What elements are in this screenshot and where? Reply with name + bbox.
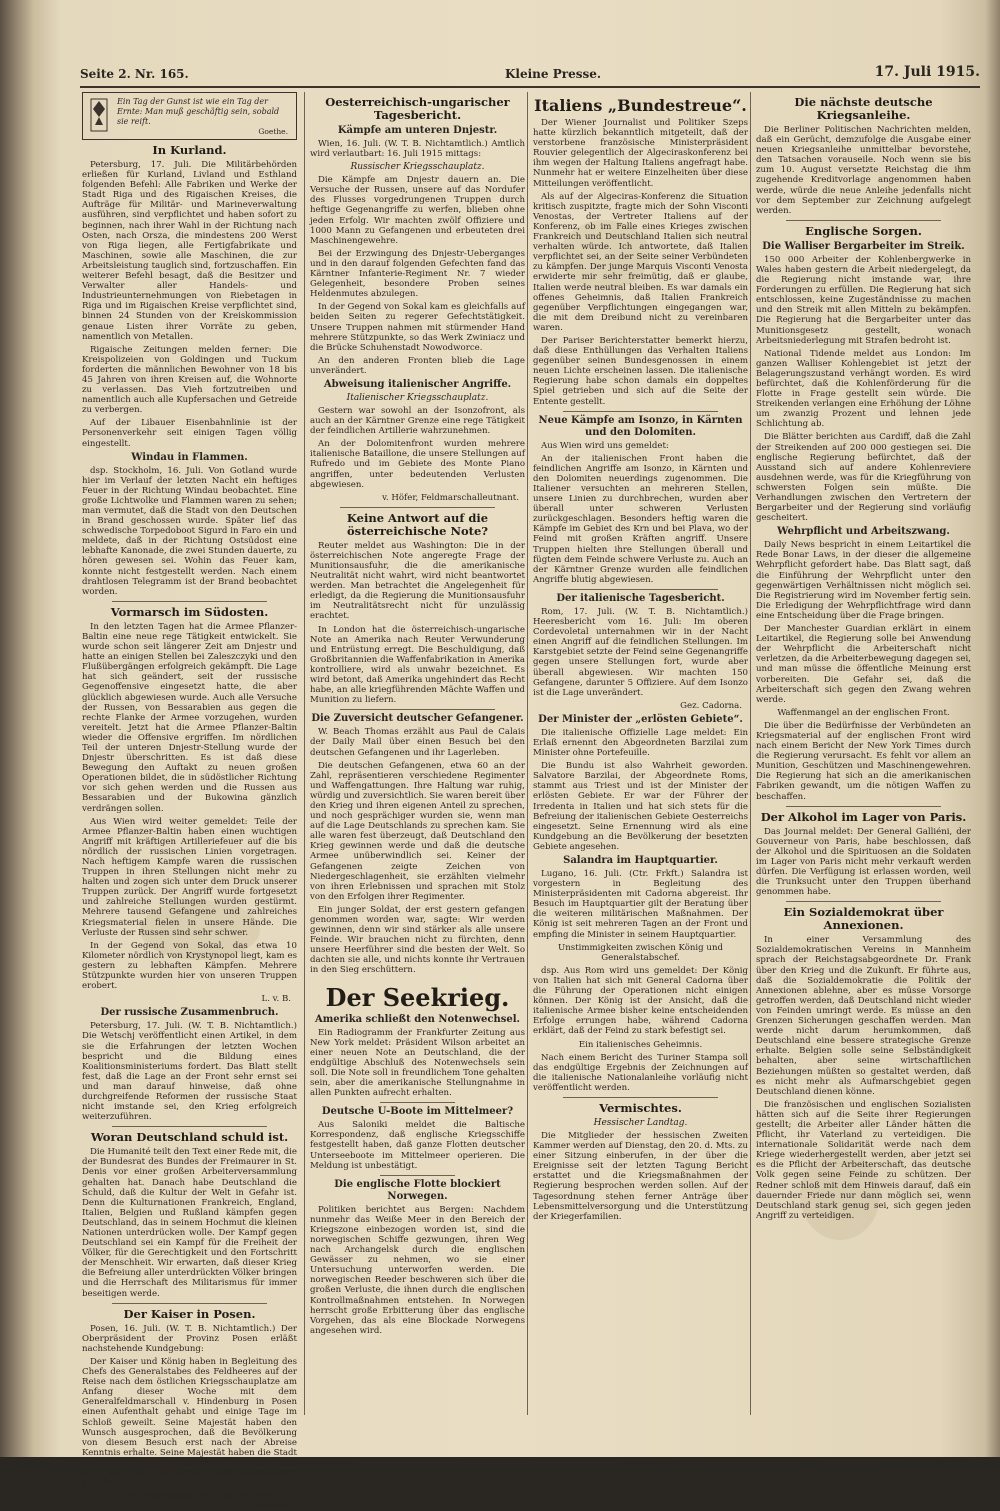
separator	[786, 901, 941, 902]
header-rule	[80, 86, 980, 88]
column-3	[533, 92, 748, 1417]
article-signature: v. Höfer, Feldmarschalleutnant.	[382, 492, 519, 503]
article-text: In einer Versammlung des Sozialdemokratischen Vereins in Mannheim sprach der Reichstagsabgeordnete Dr. Frank über den Krieg und die Zukunft. Er führte aus, daß die Sozialdemokratie die Politik der Annexionen ablehne, aber es müsse Vorsorge getroffen werden, daß Deutschland nicht wieder von Feinden umringt werde. Es müsse an den Grenzen Sicherungen geschaffen werden. Man werde nicht darum herumkommen, daß Deutschland eine bessere strategische Grenze erhalte. Belgien solle seine Selbständigkeit behalten, aber seine wirtschaftlichen Beziehungen müßten so gestaltet werden, daß es nicht mehr als Aufmarschgebiet gegen Deutschland dienen könne.	[756, 935, 971, 1097]
article-text: Nach einem Bericht des Turiner Stampa soll das endgültige Ergebnis der Zeichnungen auf die italienische Nationalanleihe vorläufig nicht veröffentlicht werden.	[533, 1052, 748, 1093]
column-4	[756, 92, 971, 1417]
article-text: Politiken berichtet aus Bergen: Nachdem nunmehr das Weiße Meer in den Bereich der Kriegszone einbezogen worden ist, sind die norwegischen Schiffe gezwungen, ihren Weg nach Archangelsk durch die englischen Gewässer zu nehmen, wo sie einer Untersuchung unterworfen werden. Die norwegischen Reeder beschweren sich über die großen Verluste, die ihnen durch die englischen Kontrollmaßnahmen entstehen. In Norwegen herrscht große Erbitterung über das englische Vorgehen, das als eine Blockade Norwegens angesehen wird.	[310, 1204, 525, 1336]
epigraph-author: Goethe.	[258, 126, 288, 136]
article-text: Reuter meldet aus Washington: Die in der österreichischen Note angeregte Frage der Munitionsausfuhr, die die amerikanische Neutralität nicht wahrt, wird nicht beantwortet werden. Man betrachtet die Angelegenheit für erledigt, da die Regierung die Munitionsausfuhr im Neutralitätsrecht nicht für unzulässig erachtet.	[310, 540, 525, 622]
separator	[340, 709, 495, 710]
article-text: In London hat die österreichisch-ungarische Note an Amerika nach Reuter Verwunderung und Entrüstung erregt. Die Beschuldigung, daß Großbritannien die Waffenfabrikation in Amerika kontrolliere, wird als unwahr bezeichnet. Es wird betont, daß Amerika ungehindert das Recht habe, an alle kriegführenden Mächte Waffen und Munition zu liefern.	[310, 624, 525, 706]
article-text: An den anderen Fronten blieb die Lage unverändert.	[310, 355, 525, 376]
article-text: 150 000 Arbeiter der Kohlenbergwerke in Wales haben gestern die Arbeit niedergelegt, da die Regierung nicht imstande war, ihre Forderungen zu erfüllen. Die Regierung hat sich entschlossen, keine Zugeständnisse zu machen und den Streik mit allen Mitteln zu bekämpfen. Die Regierung hat die Bergarbeiter unter das Munitionsgesetz gestellt, wonach Arbeitsniederlegung mit Strafen bedroht ist.	[756, 254, 971, 346]
page-number: Seite 2. Nr. 165.	[80, 67, 189, 81]
headline-sorgen: Englische Sorgen.	[805, 223, 922, 238]
article-text: Aus Saloniki meldet die Baltische Korrespondenz, daß englische Kriegsschiffe festgestellt haben, daß ganze Flotten deutscher Unterseeboote im Mittelmeer operieren. Die Meldung ist unbestätigt.	[310, 1120, 525, 1171]
column-2	[310, 92, 525, 1417]
article-text: Die Berliner Politischen Nachrichten melden, daß ein Gerücht, demzufolge die Ausgabe einer neuen Kriegsanleihe unmittelbar bevorstehe, den Tatsachen vorauseile. Noch wenn sie bis zum 10. August versetzte Reichstag die ihm zugehende Kreditvorlage angenommen haben werde, würde die neue Anleihe jedenfalls nicht vor dem September zur Zeichnung aufgelegt werden.	[756, 125, 971, 216]
article-text: In den letzten Tagen hat die Armee Pflanzer-Baltin eine neue rege Tätigkeit entwickelt. Sie wurde schon seit längerer Zeit am Dnjestr und hatte an einigen Stellen bei Zaleszczyki und den Flußübergängen erfolgreich gekämpft. Die Lage hat sich geändert, seit der russische Gegenoffensive eingesetzt hatte, die aber glücklich abgewiesen wurde. Auch alle Versuche der Russen, von Bessarabien aus gegen die rechte Flanke der Armee vorzugehen, wurden vereitelt. Jetzt hat die Armee Pflanzer-Baltin wieder die Offensive ergriffen. Im nördlichen Teil der unteren Dnjestr-Stellung wurde der Dnjestr überschritten. Es ist daß diese Bewegung den Auftakt zu neuen großen Operationen bildet, die in südöstlicher Richtung vor sich gehen werden und die Russen aus Bessarabien und der Bukowina gänzlich verdrängen sollen.	[82, 621, 297, 814]
article-text: Aus Wien wird weiter gemeldet: Teile der Armee Pflanzer-Baltin haben einen wuchtigen Angriff mit kräftigen Artilleriefeuer auf die bis nördlich der russischen Linien vorgetragen. Nach heftigem Kampfe waren die russischen Truppen in ihren Stellungen nicht mehr zu halten und zogen sich unter dem Druck unserer Truppen zurück. Der Angriff wurde fortgesetzt und zahlreiche Stellungen wurden gestürmt. Mehrere tausend Gefangene und zahlreiches Kriegsmaterial fielen in unsere Hände. Die Verluste der Russen sind sehr schwer.	[82, 816, 297, 938]
separator	[563, 589, 718, 590]
headline-antwort: Keine Antwort auf die österreichische Note?	[346, 510, 489, 538]
headline-salandra: Salandra im Hauptquartier.	[563, 855, 718, 866]
article-text: Die französischen und englischen Sozialisten hätten sich auf die Seite ihrer Regierungen gestellt; die Arbeiter aller Länder hätten die Pflicht, ihr Vaterland zu verteidigen. Die internationale Solidarität werde nach dem Kriege wiederhergestellt werden, aber jetzt sei es die Pflicht der Arbeiterschaft, das deutsche Volk gegen seine Feinde zu schützen. Der Redner schloß mit dem Hinweis darauf, daß ein dauernder Friede nur dann möglich sei, wenn Deutschland stark genug sei, sich gegen jeden Angriff zu verteidigen.	[756, 1099, 971, 1221]
section-label: Waffenmangel an der englischen Front.	[777, 707, 950, 718]
article-text: Ein Radiogramm der Frankfurter Zeitung aus New York meldet: Präsident Wilson arbeitet an einer neuen Note an Deutschland, die der endgültige Abschluß des Notenwechsels sein soll. Die Note soll in freundlichem Tone gehalten sein, aber die amerikanische Stellungnahme in allen Punkten aufrecht erhalten.	[310, 1027, 525, 1099]
headline-wehrpflicht: Wehrpflicht und Arbeitszwang.	[777, 526, 950, 538]
subheadline-abweisung: Abweisung italienischer Angriffe.	[323, 378, 512, 390]
epigraph-box	[82, 92, 297, 140]
headline-kriegsanleihe: Die nächste deutsche Kriegsanleihe.	[794, 95, 933, 122]
column-divider	[527, 92, 528, 1415]
column-divider	[750, 92, 751, 1415]
article-text: Bei der Erzwingung des Dnjestr-Ueberganges und in den darauf folgenden Gefechten fand das Kärntner Infanterie-Regiment Nr. 7 wieder Gelegenheit, besondere Proben seines Heldenmutes abzulegen.	[310, 248, 525, 300]
headline-bundestreue: Italiens „Bundestreue“.	[534, 96, 747, 115]
article-text: Die Kämpfe am Dnjestr dauern an. Die Versuche der Russen, unsere auf das Nordufer des Flusses vorgedrungenen Truppen durch heftige Gegenangriffe zu werfen, blieben ohne jeden Erfolg. Wir machten zwölf Offiziere und 1000 Mann zu Gefangenen und erbeuteten drei Maschinengewehre.	[310, 175, 525, 246]
headline-uboote: Deutsche U-Boote im Mittelmeer?	[321, 1106, 514, 1118]
article-text: Das Journal meldet: Der General Galliéni, der Gouverneur von Paris, habe beschlossen, daß der Alkohol und die Spirituosen an die Soldaten im Lager von Paris nicht mehr verkauft werden dürfen. Die Verfügung ist erlassen worden, weil die Trunksucht unter den Truppen überhand genommen habe.	[756, 826, 971, 898]
ornament-icon	[89, 97, 109, 133]
article-text: Der Wiener Journalist und Politiker Szeps hatte kürzlich bekanntlich mitgeteilt, daß der verstorbene französische Ministerpräsident Rouvier gelegentlich der Algeciraskonferenz bei ihm wegen der Haltung Italiens angefragt habe. Nunmehr hat er weitere Einzelheiten über diese Mitteilungen veröffentlicht.	[533, 118, 748, 189]
headline-zuversicht: Die Zuversicht deutscher Gefangener.	[311, 713, 524, 725]
headline-sozial: Ein Sozialdemokrat über Annexionen.	[783, 905, 944, 933]
article-text: Petersburg, 17. Juli. Die Militärbehörden erließen für Kurland, Livland und Esthland folgenden Befehl: Alle Fabriken und Werke der Stadt Riga und des Rigaischen Kreises, die Aufträge für Militär- und Marineverwaltung ausführen, sind verpflichtet und haben sofort zu beginnen, nach ihrer Wahl in der Richtung nach Osten, nach Orsza, die mindestens 200 Werst von Riga liegen, alle Fertigfabrikate und Maschinen, sowie alle Maschinen, die zur Arbeitsleistung tauglich sind, fortzuschaffen. Ein weiterer Befehl besagt, daß die Besitzer und Verwalter aller Handels- und Industrieunternehmungen von Riebetagen in Riga und im Rigaischen Kreise verpflichtet sind, binnen 24 Stunden von der Kreiskommission genaue Listen ihrer Vorräte zu geben, namentlich von Metallen.	[82, 160, 297, 342]
article-signature: Gez. Cadorna.	[680, 700, 742, 711]
article-signature: L. v. B.	[261, 994, 291, 1005]
article-text: Die Mitglieder der hessischen Zweiten Kammer werden auf Dienstag, den 20. d. Mts. zu einer Sitzung einberufen, in der über die Ereignisse seit der letzten Tagung Bericht erstattet und die Kriegsmaßnahmen der Regierung besprochen werden sollen. Auf der Tagesordnung stehen ferner Anträge über Lebensmittelversorgung und die Unterstützung der Kriegerfamilien.	[533, 1130, 748, 1222]
separator	[112, 1126, 267, 1127]
article-text: Die Blätter berichten aus Cardiff, daß die Zahl der Streikenden auf 200 000 gestiegen sei. Die englische Regierung befürchtet, daß der Ausstand sich auf andere Kohlenreviere ausdehnen werde, was für die Kriegführung von schwersten Folgen sein müßte. Die Verhandlungen zwischen den Vertretern der Bergarbeiter und der Regierung sind vorläufig gescheitert.	[756, 432, 971, 524]
article-text: W. Beach Thomas erzählt aus Paul de Calais der Daily Mail über einen Besuch bei den deutschen Gefangenen und ihr Lagerleben.	[310, 727, 525, 758]
headline-kaiser: Der Kaiser in Posen.	[123, 1306, 256, 1321]
headline-ital-bericht: Der italienische Tagesbericht.	[556, 592, 725, 604]
section-label: Hessischer Landtag.	[593, 1117, 688, 1128]
article-text: Als auf der Algeciras-Konferenz die Situation kritisch zuspitzte, fragte mich der Sohn Visconti Venostas, der Vertreter Italiens auf der Konferenz, ob im Falle eines Krieges zwischen Frankreich und Deutschland Italien sich neutral verhalten würde. Ich antwortete, daß Italien verpflichtet sei, an der Seite seiner Verbündeten zu kämpfen. Der junge Marquis Visconti Venosta erwiderte mir sehr freimütig, daß er glaube, Italien werde neutral bleiben. Es war damals ein offenes Geheimnis, daß Italien Frankreich gegenüber Verpflichtungen eingegangen war, die mit dem Dreibund nicht zu vereinbaren waren.	[533, 191, 748, 333]
section-label: Unstimmigkeiten zwischen König und Generalstabschef.	[558, 942, 723, 963]
separator	[563, 411, 718, 412]
article-text: Petersburg, 17. Juli. (W. T. B. Nichtamtlich.) Die Wetschj veröffentlicht einen Artikel, in dem sie die Erfahrungen der letzten Wochen bespricht und die Bildung eines Koalitionsministeriums fordert. Das Blatt stellt fest, daß die Lage an der Front sehr ernst sei und man darauf hinweise, daß ohne durchgreifende Reformen der russische Staat nicht imstande sei, den Krieg erfolgreich weiterzuführen.	[82, 1021, 297, 1123]
headline-woran: Woran Deutschland schuld ist.	[90, 1130, 289, 1145]
subheadline-kaempfe: Kämpfe am unteren Dnjestr.	[337, 125, 498, 136]
headline-windau: Windau in Flammen.	[131, 451, 248, 463]
article-text: In der Gegend von Sokal, das etwa 10 Kilometer nördlich von Krystynopol liegt, kam es gestern zu lebhaften Kämpfen. Mehrere Stützpunkte wurden hier von unseren Truppen erobert.	[82, 940, 297, 992]
article-text: In der Gegend von Sokal kam es gleichfalls auf beiden Seiten zu regerer Gefechtstätigkeit. Unsere Truppen nahmen mit stürmender Hand mehrere Stützpunkte, so das Werk Zwiniacz und die Brücke Schuhenstadt Nowodworce.	[310, 302, 525, 353]
article-text: dsp. Aus Rom wird uns gemeldet: Der König von Italien hat sich mit General Cadorna über die Führung der Operationen nicht einigen können. Der König ist der Ansicht, daß die italienische Armee bisher keine entscheidenden Erfolge errungen habe, während Cadorna erklärt, daß der Feind zu stark befestigt sei.	[533, 965, 748, 1037]
separator	[112, 1303, 267, 1304]
article-text: An der Dolomitenfront wurden mehrere italienische Bataillone, die unsere Stellungen auf Rufredo und im Gebiete des Monte Piano angriffen, unter bedeutenden Verlusten abgewiesen.	[310, 439, 525, 490]
headline-kurland: In Kurland.	[152, 143, 227, 157]
article-text: Der Pariser Berichterstatter bemerkt hierzu, daß diese Enthüllungen das Verhalten Italiens gegenüber seinen Bundesgenossen in einem neuen Lichte erscheinen lassen. Die italienische Regierung habe schon damals ein doppeltes Spiel getrieben und sich auf die Seite der Entente gestellt.	[533, 335, 748, 407]
article-text: Gestern war sowohl an der Isonzofront, als auch an der Kärntner Grenze eine rege Tätigkeit der feindlichen Artillerie wahrzunehmen.	[310, 405, 525, 437]
separator	[340, 507, 495, 508]
headline-minister: Der Minister der „erlösten Gebiete“.	[538, 713, 743, 725]
separator	[563, 1097, 718, 1098]
issue-date: 17. Juli 1915.	[874, 64, 980, 80]
separator	[380, 1175, 455, 1176]
article-text: Lugano, 16. Juli. (Ctr. Frkft.) Salandra ist vorgestern in Begleitung des Ministerpräsidenten mit Cadorna abgereist. Ihr Besuch im Hauptquartier gilt der Beratung über die weiteren militärischen Maßnahmen. Der König ist seit mehreren Tagen an der Front und empfing die Minister in seinem Hauptquartier.	[533, 869, 748, 940]
section-label: Ein italienisches Geheimnis.	[578, 1039, 703, 1050]
article-text: Die über die Bedürfnisse der Verbündeten an Kriegsmaterial auf der englischen Front wird nach einem Bericht der New York Times durch die Regierung verursacht. Es fehlt vor allem an Munition, Geschützen und Maschinengewehren. Die Regierung hat sich an die amerikanischen Fabriken gewandt, um die nötigen Waffen zu beschaffen.	[756, 720, 971, 802]
article-text: Der Kaiser und König haben in Begleitung des Chefs des Generalstabes des Feldheeres auf der Reise nach dem östlichen Kriegsschauplatze am Anfang dieser Woche mit dem Generalfeldmarschall v. Hindenburg in Posen einen Aufenthalt gehabt und einige Tage im Schloß geweilt. Seine Majestät haben den Wunsch ausgesprochen, daß die Bevölkerung von diesem Besuch erst nach der Abreise Kenntnis erhalte. Seine Majestät haben die Stadt und ihre Umgebung mehrfach besichtigt und sich über die Bevölkerung sehr anerkennend geäußert.	[82, 1356, 297, 1489]
article-text: An der italienischen Front haben die feindlichen Angriffe am Isonzo, in Kärnten und den Dolomiten neuerdings zugenommen. Die Italiener versuchten an mehreren Stellen, unsere Linien zu durchbrechen, wurden aber überall unter schweren Verlusten zurückgeschlagen. Besonders heftig waren die Kämpfe im Gebiet des Krn und bei Plava, wo der Feind mit großen Kräften angriff. Unsere Truppen hielten ihre Stellungen überall und fügten dem Feinde schwere Verluste zu. Auch an der Kärntner Grenze wurden alle feindlichen Angriffe blutig abgewiesen.	[533, 453, 748, 585]
page-header	[80, 64, 980, 84]
headline-alkohol: Der Alkohol im Lager von Paris.	[760, 809, 967, 824]
headline-tagesbericht: Oesterreichisch-ungarischer Tagesbericht.	[325, 95, 510, 122]
headline-isonzo: Neue Kämpfe am Isonzo, in Kärnten und den Dolomiten.	[538, 414, 743, 438]
article-text: Die italienische Offizielle Lage meldet: Ein Erlaß ernennt den Abgeordneten Barzilai zum Minister ohne Portefeuille.	[533, 727, 748, 759]
article-text: National Tidende meldet aus London: Im ganzen Walliser Kohlengebiet ist jetzt der Belagerungszustand verhängt worden. Es wird befürchtet, daß die Kohlenförderung für die Flotte in Frage gestellt sein würde. Die Streikenden verlangen eine Erhöhung der Löhne um zwanzig Prozent und lehnen jede Schlichtung ab.	[756, 348, 971, 430]
article-text: Daily News bespricht in einem Leitartikel die Rede Bonar Laws, in der dieser die allgemeine Wehrpflicht gefordert habe. Das Blatt sagt, daß die Einführung der Wehrpflicht unter den gegenwärtigen Verhältnissen nicht möglich sei. Die Registrierung wird im November fertig sein. Die Erledigung der Wehrpflichtfrage wird dann eine Entscheidung über die Frage bringen.	[756, 540, 971, 621]
headline-zusammenbruch: Der russische Zusammenbruch.	[100, 1007, 279, 1019]
section-label: Russischer Kriegsschauplatz.	[350, 162, 485, 173]
article-text: Die deutschen Gefangenen, etwa 60 an der Zahl, repräsentieren verschiedene Regimenter und Waffengattungen. Ihre Haltung war ruhig, würdig und zuversichtlich. Sie waren bereit über den Krieg und ihren eigenen Anteil zu sprechen, und noch gesprächiger wurden sie, wenn man auf die Lage Deutschlands zu sprechen kam. Sie alle waren fest überzeugt, daß Deutschland den Krieg gewinnen werde und daß die deutsche Armee unüberwindlich sei. Keiner der Gefangenen zeigte Zeichen von Niedergeschlagenheit, sie erzählten vielmehr von ihren Erlebnissen und sprachen mit Stolz von den Erfolgen ihrer Regimenter.	[310, 760, 525, 902]
article-text: Rigaische Zeitungen melden ferner: Die Kreispolizeien von Goldingen und Tuckum forderten die männlichen Bewohner von 18 bis 45 Jahren von ihren Kreisen auf, die Wohnorte zu verlassen. Das Vieh fortzutreiben und namentlich auch alle Kupfersachen und Getreide zu verbergen.	[82, 344, 297, 416]
article-text: Wien, 16. Juli. (W. T. B. Nichtamtlich.) Amtlich wird verlautbart: 16. Juli 1915 mittags:	[310, 139, 525, 160]
headline-vermischtes: Vermischtes.	[599, 1100, 682, 1115]
article-text: Rom, 17. Juli. (W. T. B. Nichtamtlich.) Heeresbericht vom 16. Juli: Im oberen Cordevoletal unternahmen wir in der Nacht einen Angriff auf die feindlichen Stellungen. Im Karstgebiet setzte der Feind seine Gegenangriffe gegen unsere Stellungen fort, wurde aber überall abgewiesen. Wir machten 150 Gefangene, darunter 5 Offiziere. Auf dem Isonzo ist die Lage unverändert.	[533, 606, 748, 698]
separator	[380, 1102, 455, 1103]
separator	[786, 806, 941, 807]
headline-vormarsch: Vormarsch im Südosten.	[110, 604, 269, 619]
separator	[112, 601, 267, 602]
article-text: Der Manchester Guardian erklärt in einem Leitartikel, die Regierung solle bei Anwendung der Wehrpflicht die Arbeiterschaft nicht verletzen, da die Arbeiterbewegung dagegen sei, und man müsse die öffentliche Meinung erst vorbereiten. Die Gefahr sei, daß die Arbeiterschaft sich gegen den Zwang wehren werde.	[756, 624, 971, 705]
newspaper-name: Kleine Presse.	[505, 67, 602, 81]
column-1	[82, 92, 297, 1511]
article-text: Ein junger Soldat, der erst gestern gefangen genommen worden war, sagte: Wir werden gewinnen, denn wir sind stärker als alle unsere Feinde. Wir brauchen nicht zu fürchten, denn unsere Heerführer sind die besten der Welt. So dachten sie alle, und nichts konnte ihr Vertrauen in den Sieg erschüttern.	[310, 904, 525, 976]
headline-flotte: Die englische Flotte blockiert Norwegen.	[334, 1178, 501, 1202]
separator	[786, 220, 941, 221]
article-text: Aus Wien wird uns gemeldet:	[541, 440, 669, 451]
headline-seekrieg: Der Seekrieg.	[325, 982, 510, 1012]
article-text: Posen, 16. Juli. (W. T. B. Nichtamtlich.) Der Oberpräsident der Provinz Posen erläßt nachstehende Kundgebung:	[82, 1323, 297, 1354]
epigraph-text: Ein Tag der Gunst ist wie ein Tag der Ernte: Man muß geschäftig sein, sobald sie reift.	[117, 97, 280, 126]
subheadline-amerika: Amerika schließt den Notenwechsel.	[314, 1013, 521, 1025]
subheadline-walliser: Die Walliser Bergarbeiter im Streik.	[762, 240, 965, 252]
article-text: Auf der Libauer Eisenbahnlinie ist der Personenverkehr seit einigen Tagen völlig eingestellt.	[82, 418, 297, 449]
article-text: Die Bundu ist also Wahrheit geworden. Salvatore Barzilai, der Abgeordnete Roms, stammt aus Triest und ist der Minister der erlösten Gebiete. Er war der Führer der Irredenta in Italien und hat sich stets für die Befreiung der italienischen Gebiete Oesterreichs eingesetzt. Seine Ernennung wird als eine Kundgebung an die Bevölkerung der besetzten Gebiete angesehen.	[533, 761, 748, 852]
article-text: Die Humanité teilt den Text einer Rede mit, die der Bundesrat des Bundes der Freimaurer in St. Denis vor einer großen Arbeiterversammlung gehalten hat. Danach habe Deutschland die Schuld, daß die Kultur der Welt in Gefahr ist. Denn die Kulturnationen Frankreich, England, Italien, Belgien und Rußland kämpfen gegen Deutschland, das in seinem Hochmut die kleinen Nationen unterdrücken wolle. Der Kampf gegen Deutschland sei ein Kampf für die Freiheit der Völker, für die Gerechtigkeit und den Fortschritt der Menschheit. Wir erwarten, daß dieser Krieg die Befreiung aller unterdrückten Völker bringen und die Herrschaft des Militarismus für immer beseitigen werde.	[82, 1147, 297, 1299]
article-text: dsp. Stockholm, 16. Juli. Von Gotland wurde hier im Verlauf der letzten Nacht ein heftiges Feuer in der Richtung Windau beobachtet. Eine große Lichtwolke und Flammen waren zu sehen; man vermutet, daß die Stadt von den Deutschen in Brand geschossen wurde. Später lief das schwedische Torpedoboot Sigurd in Faro ein und meldete, daß in der Richtung Ostsüdost eine lebhafte Kanonade, die zwei Stunden dauerte, zu hören gewesen sei. Wohin das Feuer kam, konnte nicht festgestellt werden. Nach einem drahtlosen Telegramm ist der Brand beobachtet worden.	[82, 465, 297, 597]
article-signature: Der Oberpräsident der Provinz Posen: v. Eisenhart.	[115, 1491, 291, 1511]
column-divider	[304, 92, 305, 1415]
section-label: Italienischer Kriegsschauplatz.	[346, 392, 489, 403]
